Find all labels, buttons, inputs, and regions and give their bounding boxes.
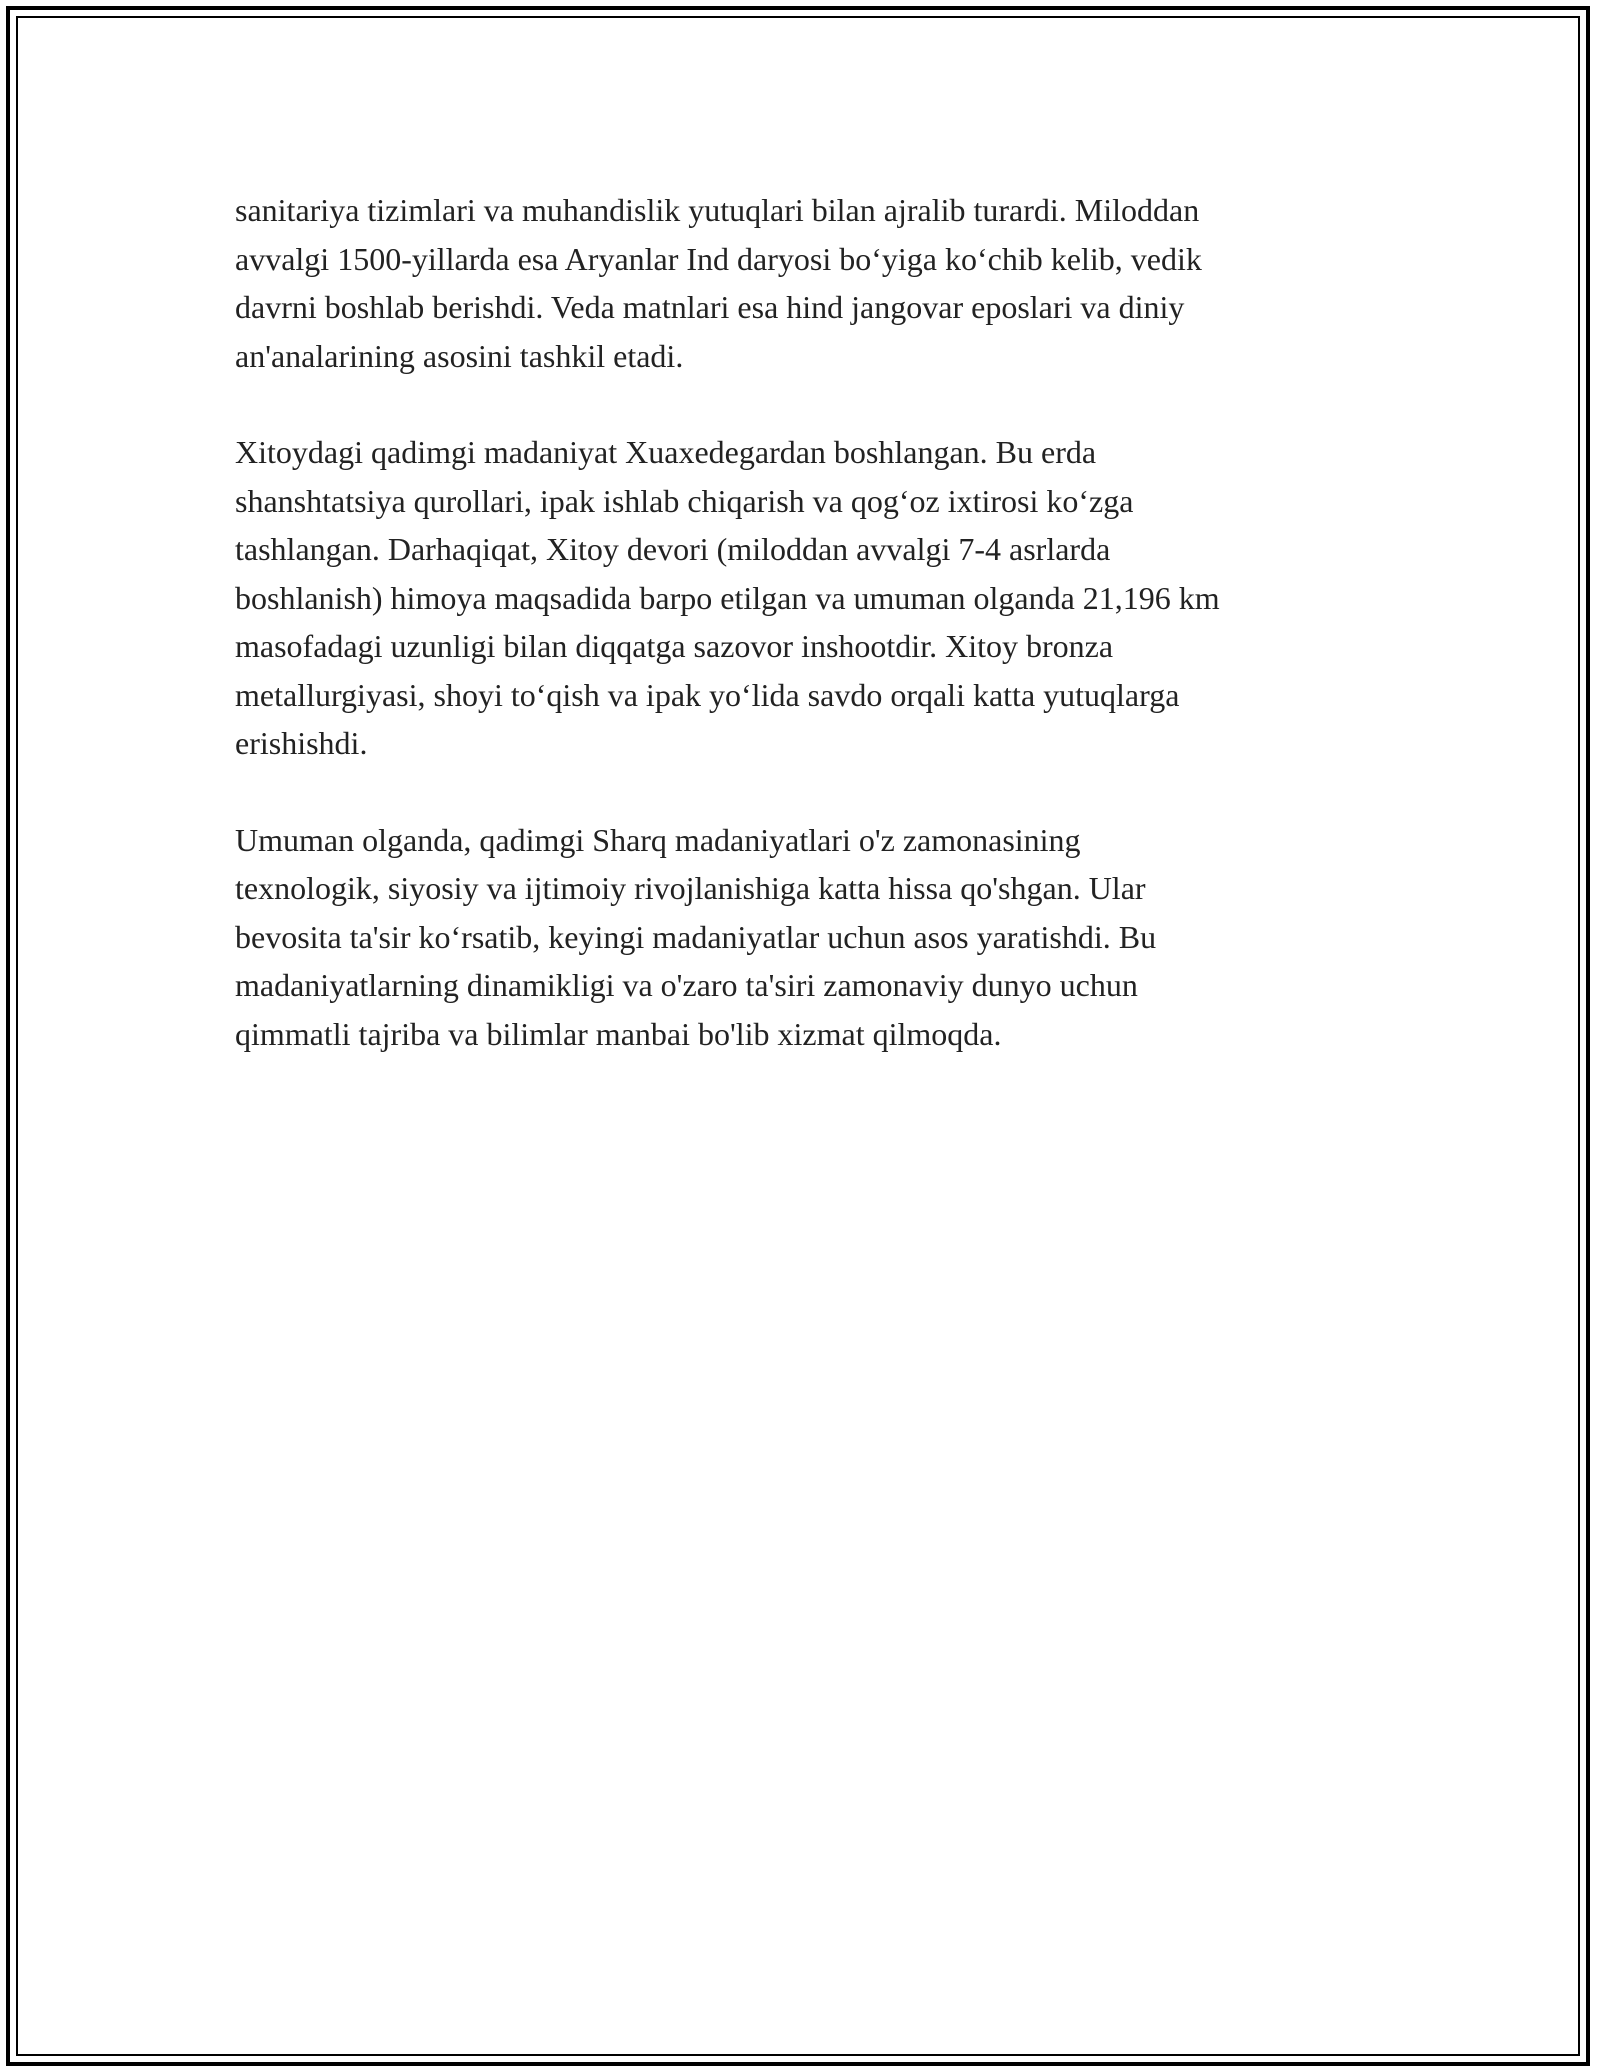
document-body	[235, 186, 1380, 1106]
paragraph-2	[235, 428, 1380, 768]
text-line: tashlangan. Darhaqiqat, Xitoy devori (miloddan avvalgi 7-4 asrlarda	[235, 531, 1111, 567]
text-line: bevosita ta'sir ko‘rsatib, keyingi madaniyatlar uchun asos yaratishdi. Bu	[235, 918, 1157, 955]
text-line: texnologik, siyosiy va ijtimoiy rivojlanishiga katta hissa qo'shgan. Ular	[235, 870, 1146, 906]
text-line: davrni boshlab berishdi. Veda matnlari esa hind jangovar eposlari va diniy	[235, 289, 1185, 325]
text-line: sanitariya tizimlari va muhandislik yutuqlari bilan ajralib turardi. Miloddan	[235, 192, 1200, 228]
text-line: qimmatli tajriba va bilimlar manbai bo'lib xizmat qilmoqda.	[235, 1015, 1002, 1052]
text-line: metallurgiyasi, shoyi to‘qish va ipak yo‘lida savdo orqali katta yutuqlarga	[235, 676, 1180, 713]
text-line: erishishdi.	[235, 725, 368, 761]
text-line: boshlanish) himoya maqsadida barpo etilgan va umuman olganda 21,196 km	[235, 579, 1220, 616]
paragraph-1	[235, 186, 1380, 380]
text-line: an'analarining asosini tashkil etadi.	[235, 337, 684, 374]
text-line: Xitoydagi qadimgi madaniyat Xuaxedegardan boshlangan. Bu erda	[235, 434, 1097, 470]
text-line: madaniyatlarning dinamikligi va o'zaro ta'siri zamonaviy dunyo uchun	[235, 967, 1138, 1003]
text-line: masofadagi uzunligi bilan diqqatga sazovor inshootdir. Xitoy bronza	[235, 628, 1114, 664]
text-line: avvalgi 1500-yillarda esa Aryanlar Ind daryosi bo‘yiga ko‘chib kelib, vedik	[235, 240, 1202, 277]
text-line: shanshtatsiya qurollari, ipak ishlab chiqarish va qog‘oz ixtirosi ko‘zga	[235, 482, 1134, 519]
text-line: Umuman olganda, qadimgi Sharq madaniyatlari o'z zamonasining	[235, 821, 1081, 858]
paragraph-3	[235, 816, 1380, 1059]
